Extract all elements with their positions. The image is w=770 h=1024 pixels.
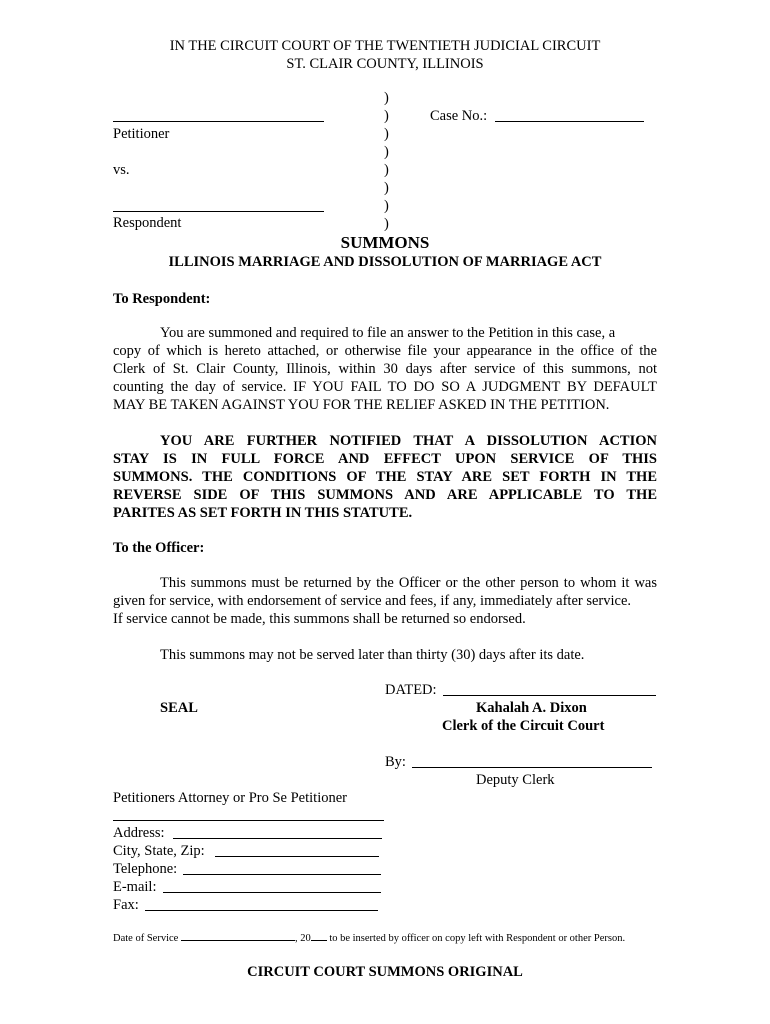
attorney-heading: Petitioners Attorney or Pro Se Petitioner bbox=[113, 790, 347, 806]
respondent-text-line: You are summoned and required to file an answer to the Petition in this case, a bbox=[160, 325, 616, 341]
service-instruction: to be inserted by officer on copy left with Respondent or other Person. bbox=[326, 933, 626, 944]
date-of-service-label: Date of Service bbox=[113, 933, 179, 944]
notice-line: REVERSE SIDE OF THIS SUMMONS AND ARE APPLICABLE TO THE bbox=[113, 487, 657, 503]
by-label: By: bbox=[385, 754, 406, 770]
officer-text-line: given for service, with endorsement of service and fees, if any, immediately after service. bbox=[113, 593, 632, 609]
petitioner-name-field[interactable] bbox=[113, 121, 324, 122]
deputy-signature-field[interactable] bbox=[412, 767, 652, 768]
caption-paren: ) bbox=[384, 162, 389, 178]
telephone-field[interactable] bbox=[183, 874, 381, 875]
caption-paren: ) bbox=[384, 108, 389, 124]
county-line: ST. CLAIR COUNTY, ILLINOIS bbox=[286, 56, 484, 72]
court-name-line: IN THE CIRCUIT COURT OF THE TWENTIETH JUDICIAL CIRCUIT bbox=[169, 38, 601, 54]
respondent-text-line: Clerk of St. Clair County, Illinois, within 30 days after service of this summons, not bbox=[113, 361, 657, 377]
seal-label: SEAL bbox=[160, 700, 198, 716]
officer-text-line: This summons must be returned by the Officer or the other person to whom it was bbox=[160, 575, 657, 591]
date-of-service-field[interactable] bbox=[181, 931, 295, 941]
city-state-zip-label: City, State, Zip: bbox=[113, 843, 205, 859]
year-prefix: , 20 bbox=[294, 933, 311, 944]
caption-paren: ) bbox=[384, 126, 389, 142]
officer-heading: To the Officer: bbox=[113, 540, 205, 556]
respondent-text-line: MAY BE TAKEN AGAINST YOU FOR THE RELIEF ASKED IN THE PETITION. bbox=[113, 397, 610, 413]
service-limit-text: This summons may not be served later than thirty (30) days after its date. bbox=[160, 647, 585, 663]
caption-paren: ) bbox=[384, 90, 389, 106]
fax-field[interactable] bbox=[145, 910, 378, 911]
city-state-zip-field[interactable] bbox=[215, 856, 379, 857]
caption-paren: ) bbox=[384, 180, 389, 196]
respondent-text-line: counting the day of service. IF YOU FAIL TO DO SO A JUDGMENT BY DEFAULT bbox=[113, 379, 657, 395]
dated-field[interactable] bbox=[443, 695, 656, 696]
caption-paren: ) bbox=[384, 144, 389, 160]
caption-paren: ) bbox=[384, 216, 389, 232]
caption-paren: ) bbox=[384, 198, 389, 214]
email-label: E-mail: bbox=[113, 879, 157, 895]
deputy-clerk-label: Deputy Clerk bbox=[476, 772, 555, 788]
address-label: Address: bbox=[113, 825, 165, 841]
respondent-name-field[interactable] bbox=[113, 211, 324, 212]
date-of-service-line bbox=[113, 931, 625, 946]
address-field[interactable] bbox=[173, 838, 382, 839]
notice-line: SUMMONS. THE CONDITIONS OF THE STAY ARE SET FORTH IN THE bbox=[113, 469, 657, 485]
summons-original-label: CIRCUIT COURT SUMMONS ORIGINAL bbox=[247, 964, 523, 980]
act-subtitle: ILLINOIS MARRIAGE AND DISSOLUTION OF MARRIAGE ACT bbox=[168, 254, 602, 270]
clerk-title: Clerk of the Circuit Court bbox=[442, 718, 605, 734]
summons-title: SUMMONS bbox=[340, 233, 430, 252]
case-number-label: Case No.: bbox=[430, 108, 488, 124]
case-number-field[interactable] bbox=[495, 121, 644, 122]
attorney-name-field[interactable] bbox=[113, 820, 384, 821]
respondent-heading: To Respondent: bbox=[113, 291, 211, 307]
officer-text-line: If service cannot be made, this summons shall be returned so endorsed. bbox=[113, 611, 526, 627]
clerk-name: Kahalah A. Dixon bbox=[476, 700, 587, 716]
fax-label: Fax: bbox=[113, 897, 139, 913]
respondent-label: Respondent bbox=[113, 215, 182, 231]
notice-line: YOU ARE FURTHER NOTIFIED THAT A DISSOLUTION ACTION bbox=[160, 433, 657, 449]
petitioner-label: Petitioner bbox=[113, 126, 170, 142]
respondent-text-line: copy of which is hereto attached, or otherwise file your appearance in the office of the bbox=[113, 343, 657, 359]
year-field[interactable] bbox=[311, 931, 327, 941]
dated-label: DATED: bbox=[385, 682, 437, 698]
email-field[interactable] bbox=[163, 892, 381, 893]
telephone-label: Telephone: bbox=[113, 861, 178, 877]
vs-label: vs. bbox=[113, 162, 130, 178]
notice-line: STAY IS IN FULL FORCE AND EFFECT UPON SERVICE OF THIS bbox=[113, 451, 657, 467]
notice-line: PARITES AS SET FORTH IN THIS STATUTE. bbox=[113, 505, 413, 521]
